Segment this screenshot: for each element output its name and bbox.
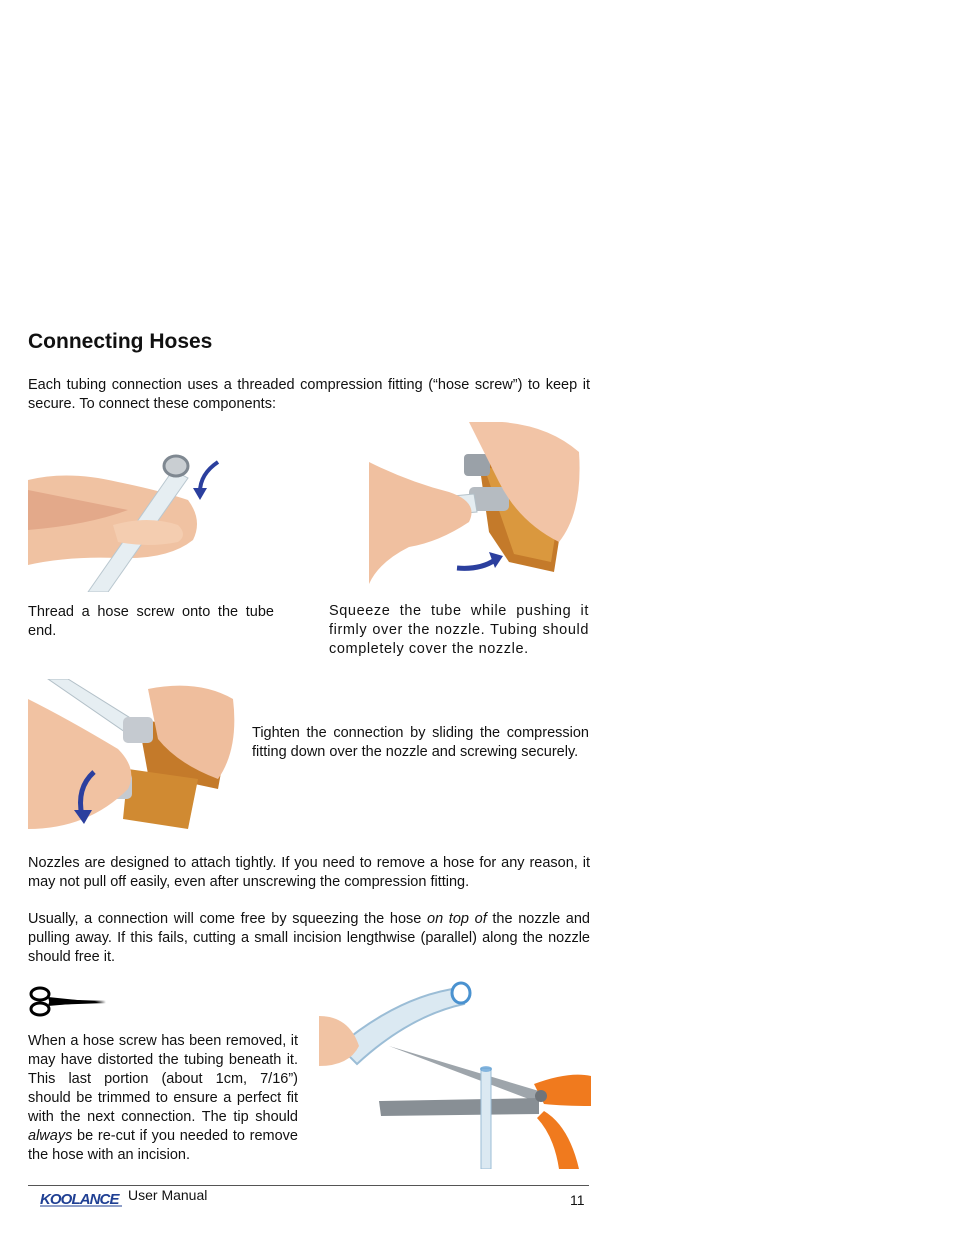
step1-caption: Thread a hose screw onto the tube end. [28, 604, 274, 639]
footer-rule [28, 1185, 589, 1186]
photo-trim-tube [319, 976, 591, 1169]
removal-paragraph-2: Usually, a connection will come free by squeezing the hose on top of the nozzle and pulling away. If this fails, cutting a small incision lengthwise (parallel) along the nozzle should free it. [28, 911, 590, 965]
removal-paragraph-1: Nozzles are designed to attach tightly. If you need to remove a hose for any reason, it may not pull off easily, even after unscrewing the compression fitting. [28, 855, 590, 890]
page-number: 11 [570, 1192, 585, 1208]
step2-caption: Squeeze the tube while pushing it firmly over the nozzle. Tubing should completely cover the nozzle. [329, 603, 589, 657]
intro-paragraph: Each tubing connection uses a threaded compression fitting (“hose screw”) to keep it secure. To connect these components: [28, 377, 590, 412]
section-title: Connecting Hoses [28, 330, 213, 353]
scissors-icon [28, 985, 108, 1022]
trim-paragraph: When a hose screw has been removed, it may have distorted the tubing beneath it. This last portion (about 1cm, 7/16”) should be trimmed to ensure a perfect fit with the next connection. The tip should always be re-cut if you needed to remove the hose with an incision. [28, 1033, 298, 1163]
blue-arrow-icon [72, 768, 102, 831]
blue-arrow-icon [455, 550, 505, 579]
koolance-logo [38, 1187, 124, 1214]
step3-caption: Tighten the connection by sliding the compression fitting down over the nozzle and screwing securely. [252, 725, 589, 760]
blue-arrow-icon [190, 460, 222, 507]
photo-thread-hose-screw [28, 430, 221, 592]
svg-text:KOOLANCE: KOOLANCE [40, 1191, 120, 1208]
photo-tighten-fitting [28, 679, 239, 829]
footer-label: User Manual [128, 1187, 208, 1203]
